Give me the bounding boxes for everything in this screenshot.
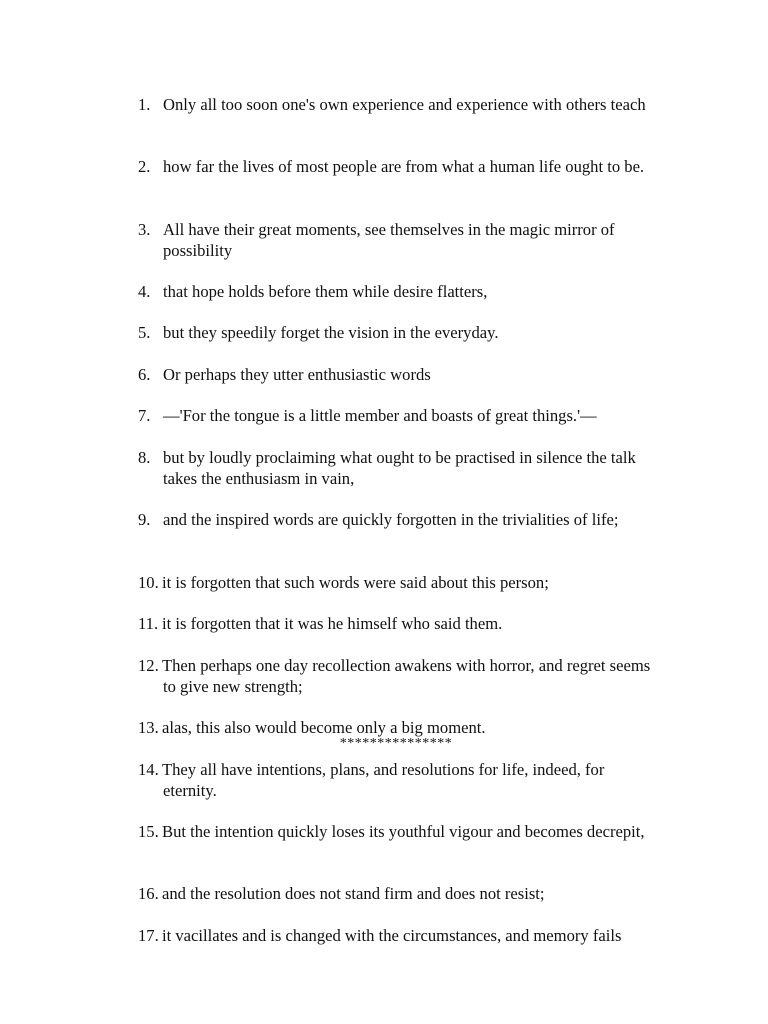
- list-item-text: Or perhaps they utter enthusiastic words: [163, 365, 431, 384]
- list-item-text: But the intention quickly loses its youthful vigour and becomes decrepit,: [162, 822, 645, 841]
- list-item-text: Then perhaps one day recollection awakens with horror, and regret seems to give new strength;: [162, 656, 651, 696]
- list-item: [138, 883, 658, 904]
- list-item-number: 17.: [138, 926, 159, 945]
- list-item: [138, 655, 658, 697]
- list-item-text: and the inspired words are quickly forgotten in the trivialities of life;: [163, 510, 619, 529]
- list-item: [138, 322, 658, 343]
- list-item-text: that hope holds before them while desire flatters,: [163, 282, 488, 301]
- list-item: [138, 219, 658, 261]
- list-item: [138, 405, 658, 426]
- list-item-text: but they speedily forget the vision in the everyday.: [163, 323, 499, 342]
- list-item: [138, 613, 658, 634]
- list-item-number: 1.: [138, 95, 151, 114]
- list-item-number: 5.: [138, 323, 151, 342]
- list-item-number: 2.: [138, 157, 151, 176]
- list-item-number: 7.: [138, 406, 151, 425]
- list-item: [138, 925, 658, 946]
- list-item-number: 16.: [138, 884, 159, 903]
- list-item-text: alas, this also would become only a big moment.: [162, 718, 486, 737]
- list-item: [138, 572, 658, 593]
- list-item-text: how far the lives of most people are from what a human life ought to be.: [163, 157, 645, 176]
- list-item-text: —'For the tongue is a little member and boasts of great things.'—: [163, 406, 597, 425]
- list-item-number: 14.: [138, 760, 159, 779]
- list-item: [138, 821, 658, 842]
- list-item-text: but by loudly proclaiming what ought to be practised in silence the talk takes the enthusiasm in vain,: [163, 448, 636, 488]
- list-item: [138, 364, 658, 385]
- list-item-number: 8.: [138, 448, 151, 467]
- list-item-number: 6.: [138, 365, 151, 384]
- list-item-number: 4.: [138, 282, 151, 301]
- list-item-text: it is forgotten that such words were said about this person;: [162, 573, 549, 592]
- list-item-text: They all have intentions, plans, and resolutions for life, indeed, for eternity.: [162, 760, 605, 800]
- list-item: [138, 509, 658, 530]
- section-separator: ***************: [339, 736, 453, 751]
- list-item-number: 12.: [138, 656, 159, 675]
- list-item-number: 9.: [138, 510, 151, 529]
- list-item: [138, 717, 658, 738]
- list-item: [138, 759, 658, 801]
- list-item-number: 10.: [138, 573, 159, 592]
- list-item-text: Only all too soon one's own experience and experience with others teach: [163, 95, 646, 114]
- list-item: [138, 281, 658, 302]
- list-item: [138, 94, 658, 115]
- list-item: [138, 156, 658, 177]
- list-item: [138, 447, 658, 489]
- list-item-text: it is forgotten that it was he himself who said them.: [162, 614, 503, 633]
- list-item-number: 11.: [138, 614, 159, 633]
- list-item-text: All have their great moments, see themselves in the magic mirror of possibility: [163, 220, 615, 260]
- list-item-number: 15.: [138, 822, 159, 841]
- list-item-text: it vacillates and is changed with the circumstances, and memory fails: [162, 926, 622, 945]
- list-item-number: 3.: [138, 220, 151, 239]
- list-item-number: 13.: [138, 718, 159, 737]
- list-item-text: and the resolution does not stand firm and does not resist;: [162, 884, 545, 903]
